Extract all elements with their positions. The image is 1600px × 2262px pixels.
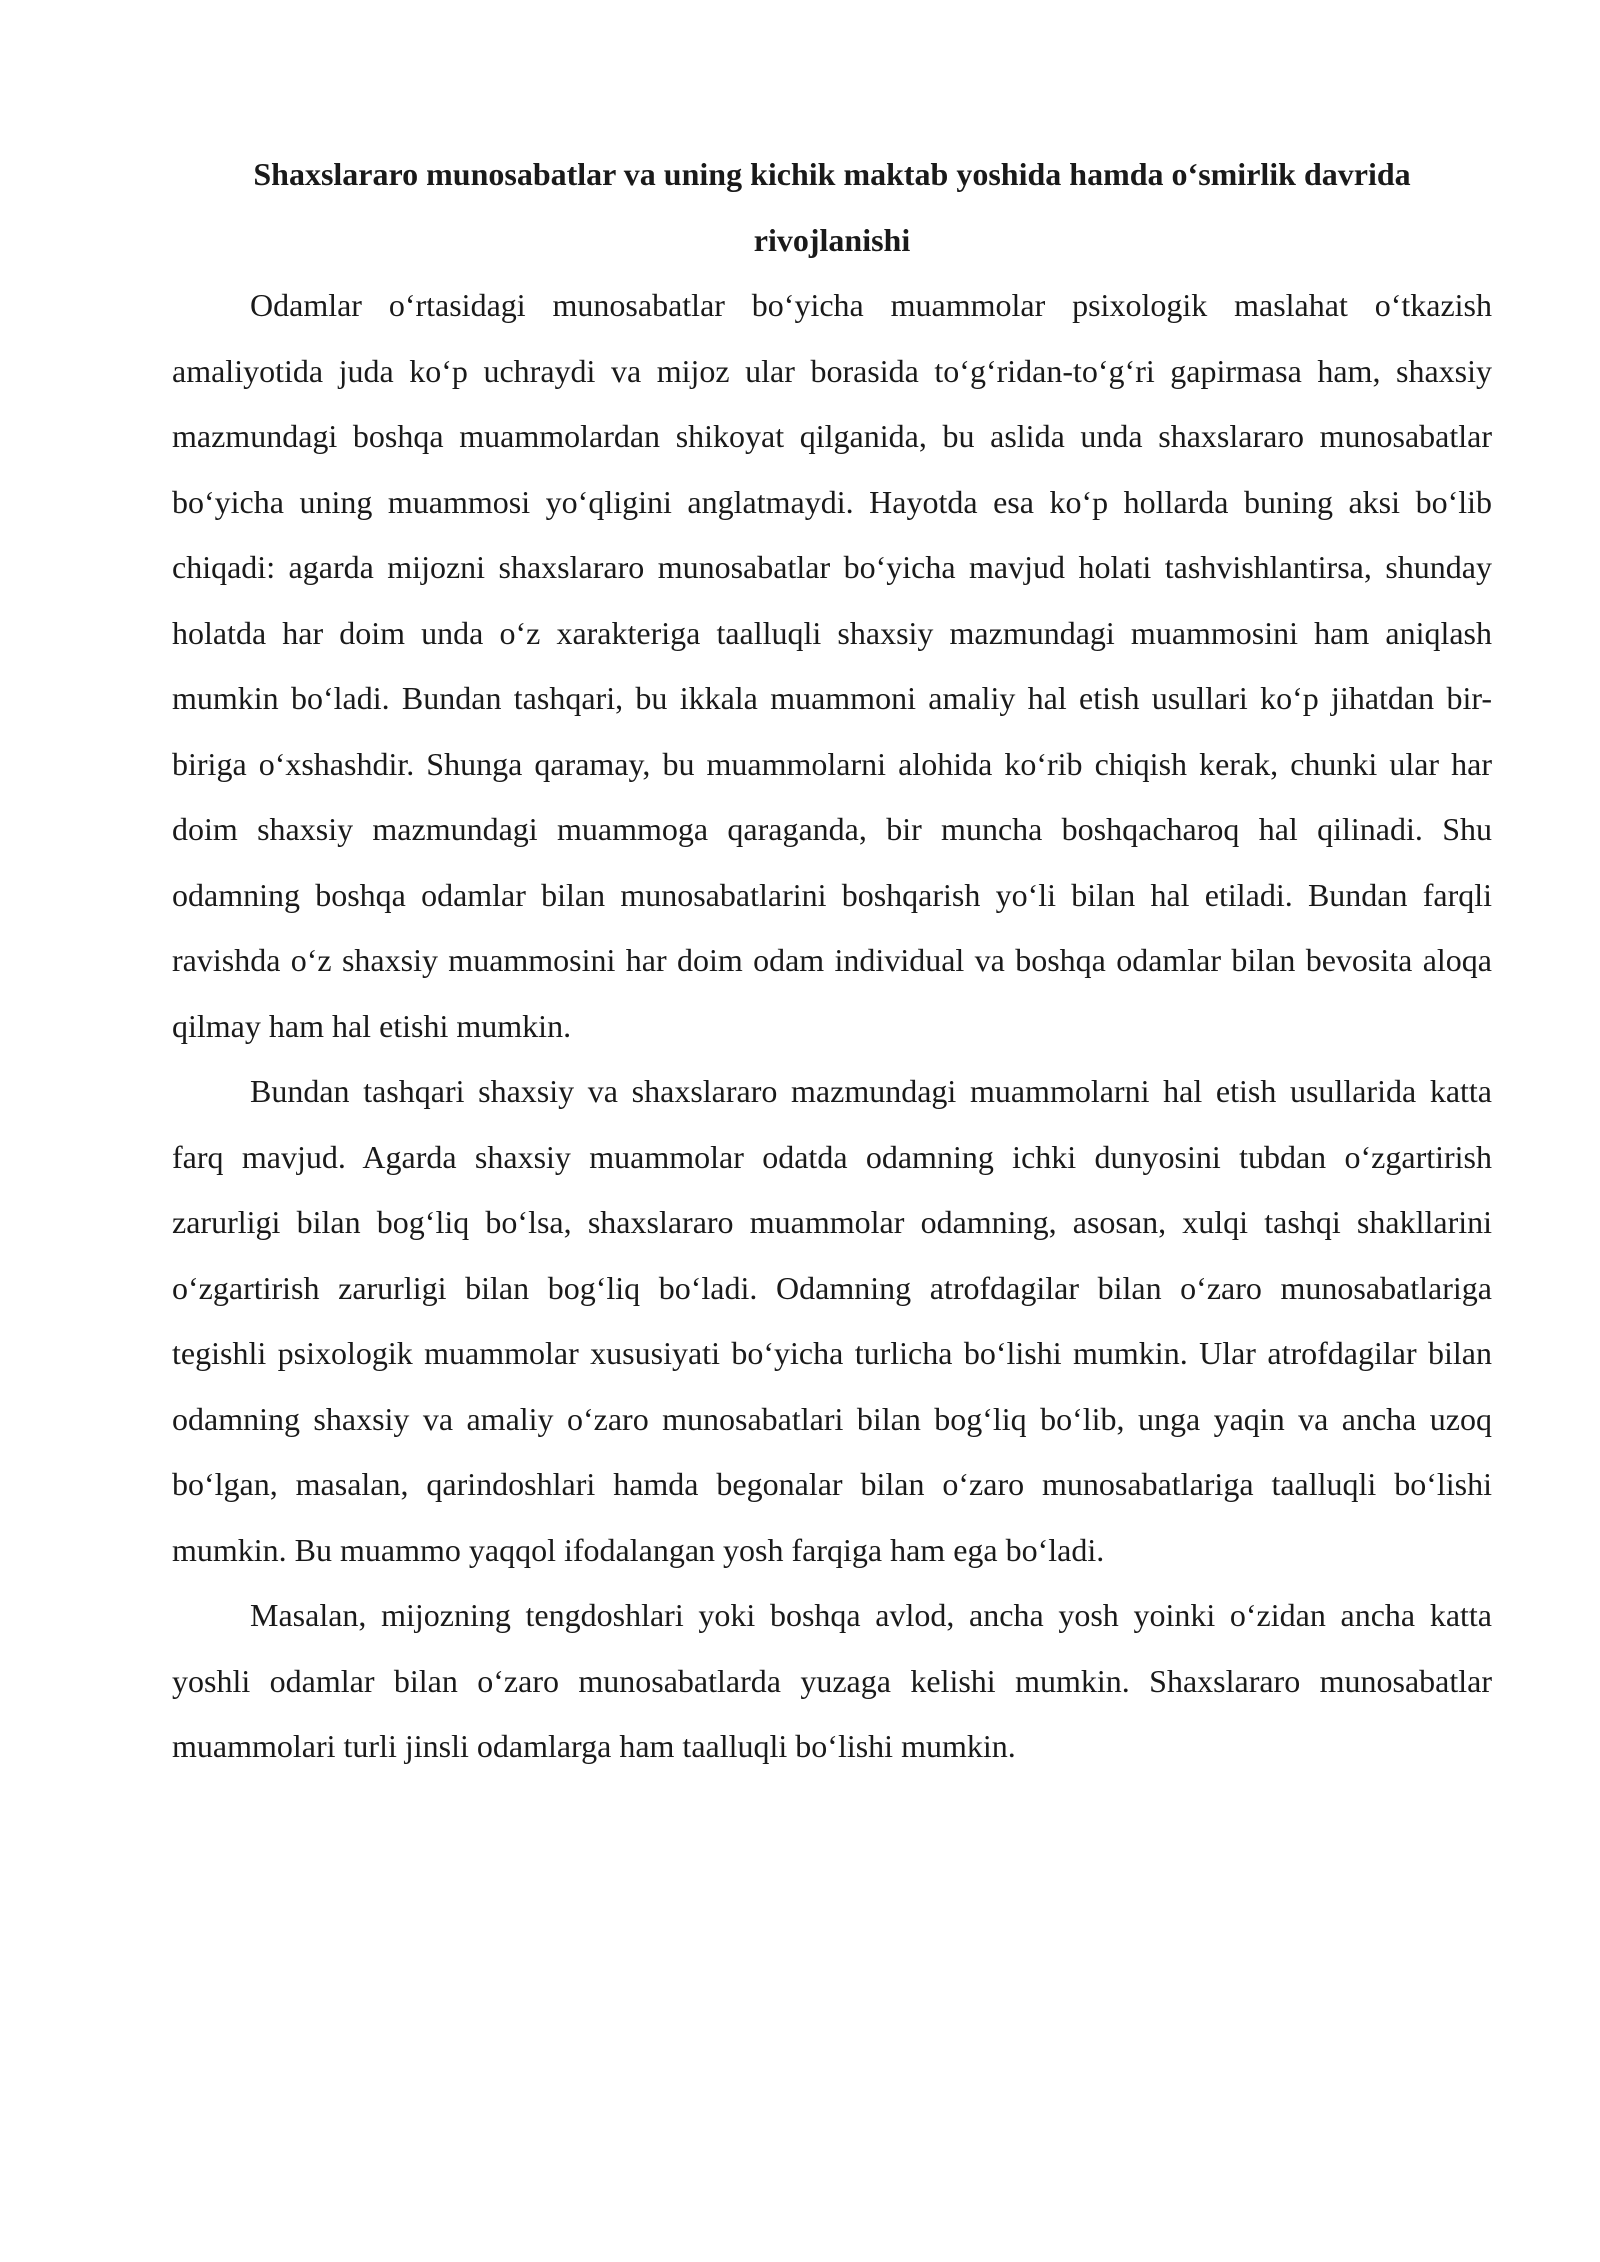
paragraph-3: Masalan, mijozning tengdoshlari yoki boshqa avlod, ancha yosh yoinki o‘zidan ancha katta yoshli odamlar bilan o‘zaro munosabatlarda yuzaga kelishi mumkin. Shaxslararo munosabatlar muammolari turli jinsli odamlarga ham taalluqli bo‘lishi mumkin. (172, 1597, 1492, 1764)
document-page (172, 142, 1492, 1780)
paragraph-2: Bundan tashqari shaxsiy va shaxslararo mazmundagi muammolarni hal etish usullarida katta farq mavjud. Agarda shaxsiy muammolar odatda odamning ichki dunyosini tubdan o‘zgartirish zarurligi bilan bog‘liq bo‘lsa, shaxslararo muammolar odamning, asosan, xulqi tashqi shakllarini o‘zgartirish zarurligi bilan bog‘liq bo‘ladi. Odamning atrofdagilar bilan o‘zaro munosabatlariga tegishli psixologik muammolar xususiyati bo‘yicha turlicha bo‘lishi mumkin. Ular atrofdagilar bilan odamning shaxsiy va amaliy o‘zaro munosabatlari bilan bog‘liq bo‘lib, unga yaqin va ancha uzoq bo‘lgan, masalan, qarindoshlari hamda begonalar bilan o‘zaro munosabatlariga taalluqli bo‘lishi mumkin. Bu muammo yaqqol ifodalangan yosh farqiga ham ega bo‘ladi. (172, 1073, 1492, 1568)
paragraph-1: Odamlar o‘rtasidagi munosabatlar bo‘yicha muammolar psixologik maslahat o‘tkazish amaliyotida juda ko‘p uchraydi va mijoz ular borasida to‘g‘ridan-to‘g‘ri gapirmasa ham, shaxsiy mazmundagi boshqa muammolardan shikoyat qilganida, bu aslida unda shaxslararo munosabatlar bo‘yicha uning muammosi yo‘qligini anglatmaydi. Hayotda esa ko‘p hollarda buning aksi bo‘lib chiqadi: agarda mijozni shaxslararo munosabatlar bo‘yicha mavjud holati tashvishlantirsa, shunday holatda har doim unda o‘z xarakteriga taalluqli shaxsiy mazmundagi muammosini ham aniqlash mumkin bo‘ladi. Bundan tashqari, bu ikkala muammoni amaliy hal etish usullari ko‘p jihatdan bir-biriga o‘xshashdir. Shunga qaramay, bu muammolarni alohida ko‘rib chiqish kerak, chunki ular har doim shaxsiy mazmundagi muammoga qaraganda, bir muncha boshqacharoq hal qilinadi. Shu odamning boshqa odamlar bilan munosabatlarini boshqarish yo‘li bilan hal etiladi. Bundan farqli ravishda o‘z shaxsiy muammosini har doim odam individual va boshqa odamlar bilan bevosita aloqa qilmay ham hal etishi mumkin. (172, 287, 1492, 1044)
document-title: Shaxslararo munosabatlar va uning kichik maktab yoshida hamda o‘smirlik davrida rivojlanishi (253, 156, 1411, 258)
